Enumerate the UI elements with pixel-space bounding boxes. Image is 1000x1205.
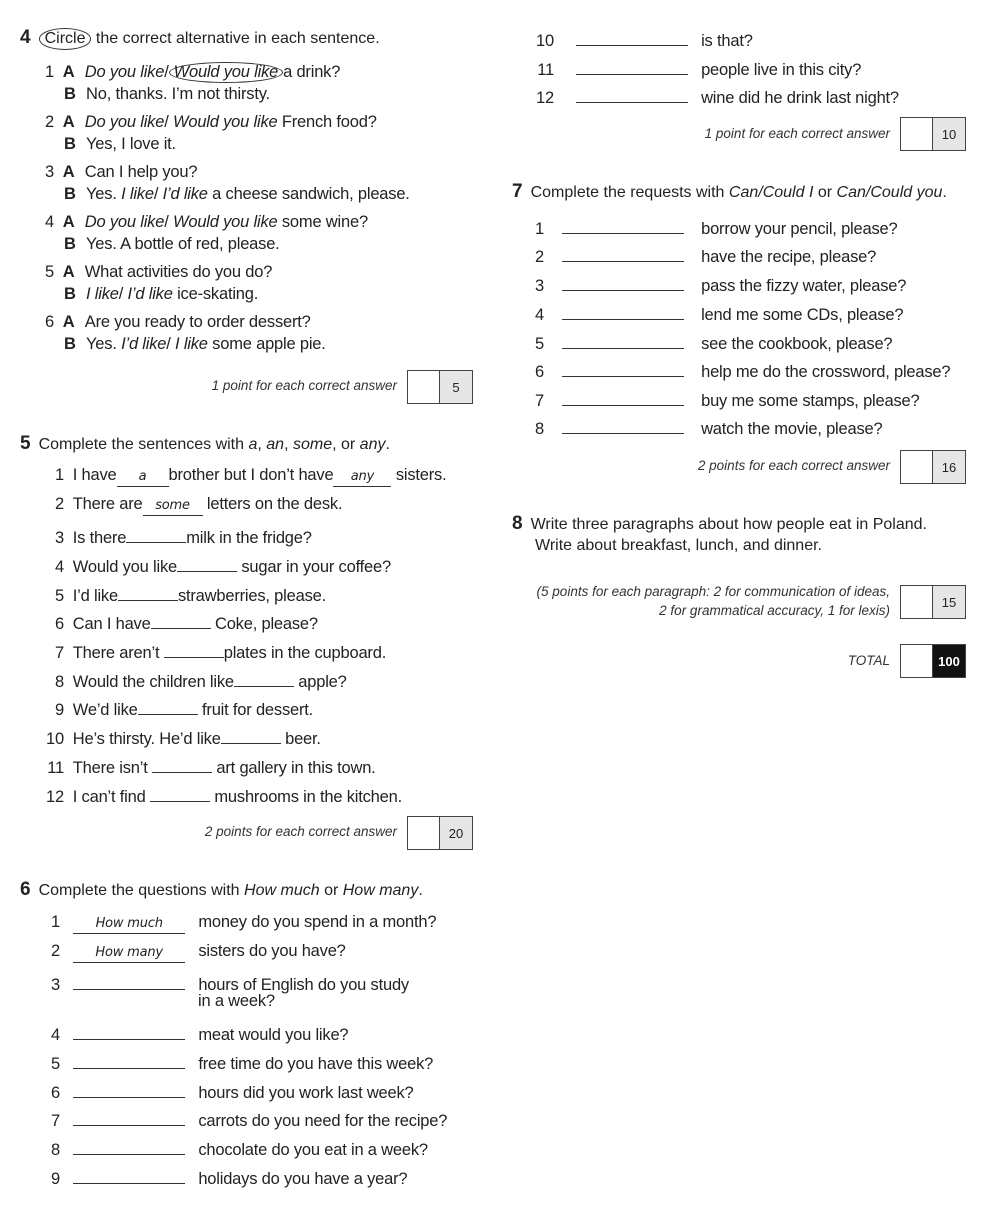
- s4-score-box: [407, 370, 473, 404]
- s4-item-2a: 2 A Do you like/ Would you like French food?: [45, 113, 377, 131]
- score-max: 10: [933, 118, 965, 150]
- answer-blank[interactable]: [562, 272, 684, 291]
- section-8-heading: 8 Write three paragraphs about how people eat in Poland.: [512, 513, 927, 534]
- answer-blank[interactable]: [73, 1136, 185, 1155]
- answer-blank[interactable]: [118, 582, 178, 601]
- s4-item-3b: B Yes. I like/ I’d like a cheese sandwich, please.: [64, 185, 410, 203]
- s7-item-6: 6 help me do the crossword, please?: [534, 358, 950, 382]
- s4-item-4b: B Yes. A bottle of red, please.: [64, 235, 280, 253]
- answer-blank[interactable]: [562, 358, 684, 377]
- answer-blank[interactable]: [73, 1050, 185, 1069]
- s6-item-1: 1 How much money do you spend in a month?: [40, 913, 436, 934]
- score-entry[interactable]: [901, 586, 933, 618]
- answer-blank[interactable]: [562, 243, 684, 262]
- s6-item-6: 6 hours did you work last week?: [40, 1079, 414, 1103]
- answer-blank[interactable]: [150, 783, 210, 802]
- s4-item-5b: B I like/ I’d like ice-skating.: [64, 285, 259, 303]
- s4-item-3a: 3 A Can I help you?: [45, 163, 198, 181]
- answer-blank[interactable]: [562, 301, 684, 320]
- answer-blank[interactable]: How many: [73, 944, 185, 963]
- s5-item-11: 11 There isn’t art gallery in this town.: [40, 754, 376, 778]
- s8-score-line1: (5 points for each paragraph: 2 for communication of ideas,: [536, 584, 890, 599]
- s5-score-text: 2 points for each correct answer: [204, 824, 397, 839]
- score-max: 15: [933, 586, 965, 618]
- answer-blank[interactable]: [562, 215, 684, 234]
- total-entry[interactable]: [901, 645, 933, 677]
- total-label: TOTAL: [847, 653, 890, 668]
- s6-item-12: 12 wine did he drink last night?: [534, 84, 899, 108]
- answer-blank[interactable]: [73, 1107, 185, 1126]
- answer-blank[interactable]: [221, 725, 281, 744]
- s7-item-8: 8 watch the movie, please?: [534, 415, 882, 439]
- s5-item-10: 10 He’s thirsty. He’d like beer.: [40, 725, 321, 749]
- s7-score-box: [900, 450, 966, 484]
- answer-blank[interactable]: any: [333, 468, 391, 487]
- answer-blank[interactable]: [73, 1165, 185, 1184]
- s6-item-9: 9 holidays do you have a year?: [40, 1165, 407, 1189]
- section-number: 4: [20, 27, 31, 48]
- s7-score-text: 2 points for each correct answer: [697, 458, 890, 473]
- section-6-heading: 6 Complete the questions with How much or How many.: [20, 879, 423, 900]
- answer-blank[interactable]: [576, 84, 688, 103]
- s6-item-3: 3 hours of English do you study: [40, 971, 409, 995]
- s6-item-2: 2 How many sisters do you have?: [40, 942, 346, 963]
- s7-item-3: 3 pass the fizzy water, please?: [534, 272, 906, 296]
- circled-answer: Would you like: [169, 62, 284, 83]
- section-5-heading: 5 Complete the sentences with a, an, some, or any.: [20, 433, 390, 454]
- s5-item-6: 6 Can I have Coke, please?: [40, 610, 318, 634]
- s4-score-text: 1 point for each correct answer: [211, 378, 397, 393]
- answer-blank[interactable]: [73, 971, 185, 990]
- score-entry[interactable]: [408, 817, 440, 849]
- s5-item-3: 3 Is there milk in the fridge?: [40, 524, 312, 548]
- answer-blank[interactable]: a: [117, 468, 169, 487]
- s6-item-5: 5 free time do you have this week?: [40, 1050, 433, 1074]
- answer-blank[interactable]: [152, 754, 212, 773]
- section-8-line2: Write about breakfast, lunch, and dinner.: [535, 537, 822, 554]
- s7-item-4: 4 lend me some CDs, please?: [534, 301, 903, 325]
- answer-blank[interactable]: [73, 1021, 185, 1040]
- score-entry[interactable]: [901, 118, 933, 150]
- s6-item-3-cont: in a week?: [198, 992, 275, 1010]
- answer-blank[interactable]: [138, 696, 198, 715]
- s5-item-4: 4 Would you like sugar in your coffee?: [40, 553, 391, 577]
- score-max: 16: [933, 451, 965, 483]
- s4-item-4a: 4 A Do you like/ Would you like some wine?: [45, 213, 368, 231]
- total-box: [900, 644, 966, 678]
- s5-item-12: 12 I can’t find mushrooms in the kitchen.: [40, 783, 402, 807]
- s6-item-11: 11 people live in this city?: [534, 56, 861, 80]
- s4-item-6b: B Yes. I’d like/ I like some apple pie.: [64, 335, 326, 353]
- s6-score-text: 1 point for each correct answer: [704, 126, 890, 141]
- s6-score-box: [900, 117, 966, 151]
- s5-item-7: 7 There aren’t plates in the cupboard.: [40, 639, 386, 663]
- answer-blank[interactable]: [576, 56, 688, 75]
- total-max: 100: [933, 645, 965, 677]
- answer-blank[interactable]: some: [143, 497, 203, 516]
- s4-item-6a: 6 A Are you ready to order dessert?: [45, 313, 311, 331]
- s4-item-1a: 1 A Do you like/ Would you like a drink?: [45, 63, 341, 81]
- s7-item-1: 1 borrow your pencil, please?: [534, 215, 897, 239]
- answer-blank[interactable]: [562, 330, 684, 349]
- s5-item-5: 5 I’d like strawberries, please.: [40, 582, 326, 606]
- answer-blank[interactable]: [562, 387, 684, 406]
- score-max: 20: [440, 817, 472, 849]
- score-entry[interactable]: [408, 371, 440, 403]
- s4-item-5a: 5 A What activities do you do?: [45, 263, 273, 281]
- s7-item-7: 7 buy me some stamps, please?: [534, 387, 919, 411]
- instruction: the correct alternative in each sentence.: [95, 30, 380, 47]
- section-7-heading: 7 Complete the requests with Can/Could I or Can/Could you.: [512, 181, 947, 202]
- section-4-heading: [20, 27, 380, 50]
- s4-item-1b: B No, thanks. I’m not thirsty.: [64, 85, 270, 103]
- answer-blank[interactable]: [126, 524, 186, 543]
- s5-item-2: 2 There are some letters on the desk.: [40, 495, 342, 516]
- answer-blank[interactable]: [177, 553, 237, 572]
- circle-word: Circle: [39, 28, 92, 50]
- s6-item-10: 10 is that?: [534, 27, 753, 51]
- s5-score-box: [407, 816, 473, 850]
- answer-blank[interactable]: [234, 668, 294, 687]
- s5-item-9: 9 We’d like fruit for dessert.: [40, 696, 313, 720]
- score-entry[interactable]: [901, 451, 933, 483]
- score-max: 5: [440, 371, 472, 403]
- s8-score-box: [900, 585, 966, 619]
- answer-blank[interactable]: [576, 27, 688, 46]
- answer-blank[interactable]: [562, 415, 684, 434]
- s4-item-2b: B Yes, I love it.: [64, 135, 176, 153]
- answer-blank[interactable]: [73, 1079, 185, 1098]
- s5-item-1: 1 I have a brother but I don’t have any sisters.: [40, 466, 446, 487]
- s8-score-line2: 2 for grammatical accuracy, 1 for lexis): [659, 603, 890, 618]
- answer-blank[interactable]: [164, 639, 224, 658]
- s7-item-5: 5 see the cookbook, please?: [534, 330, 892, 354]
- s7-item-2: 2 have the recipe, please?: [534, 243, 876, 267]
- answer-blank[interactable]: How much: [73, 915, 185, 934]
- s6-item-8: 8 chocolate do you eat in a week?: [40, 1136, 428, 1160]
- answer-blank[interactable]: [151, 610, 211, 629]
- s5-item-8: 8 Would the children like apple?: [40, 668, 347, 692]
- s6-item-7: 7 carrots do you need for the recipe?: [40, 1107, 447, 1131]
- s6-item-4: 4 meat would you like?: [40, 1021, 348, 1045]
